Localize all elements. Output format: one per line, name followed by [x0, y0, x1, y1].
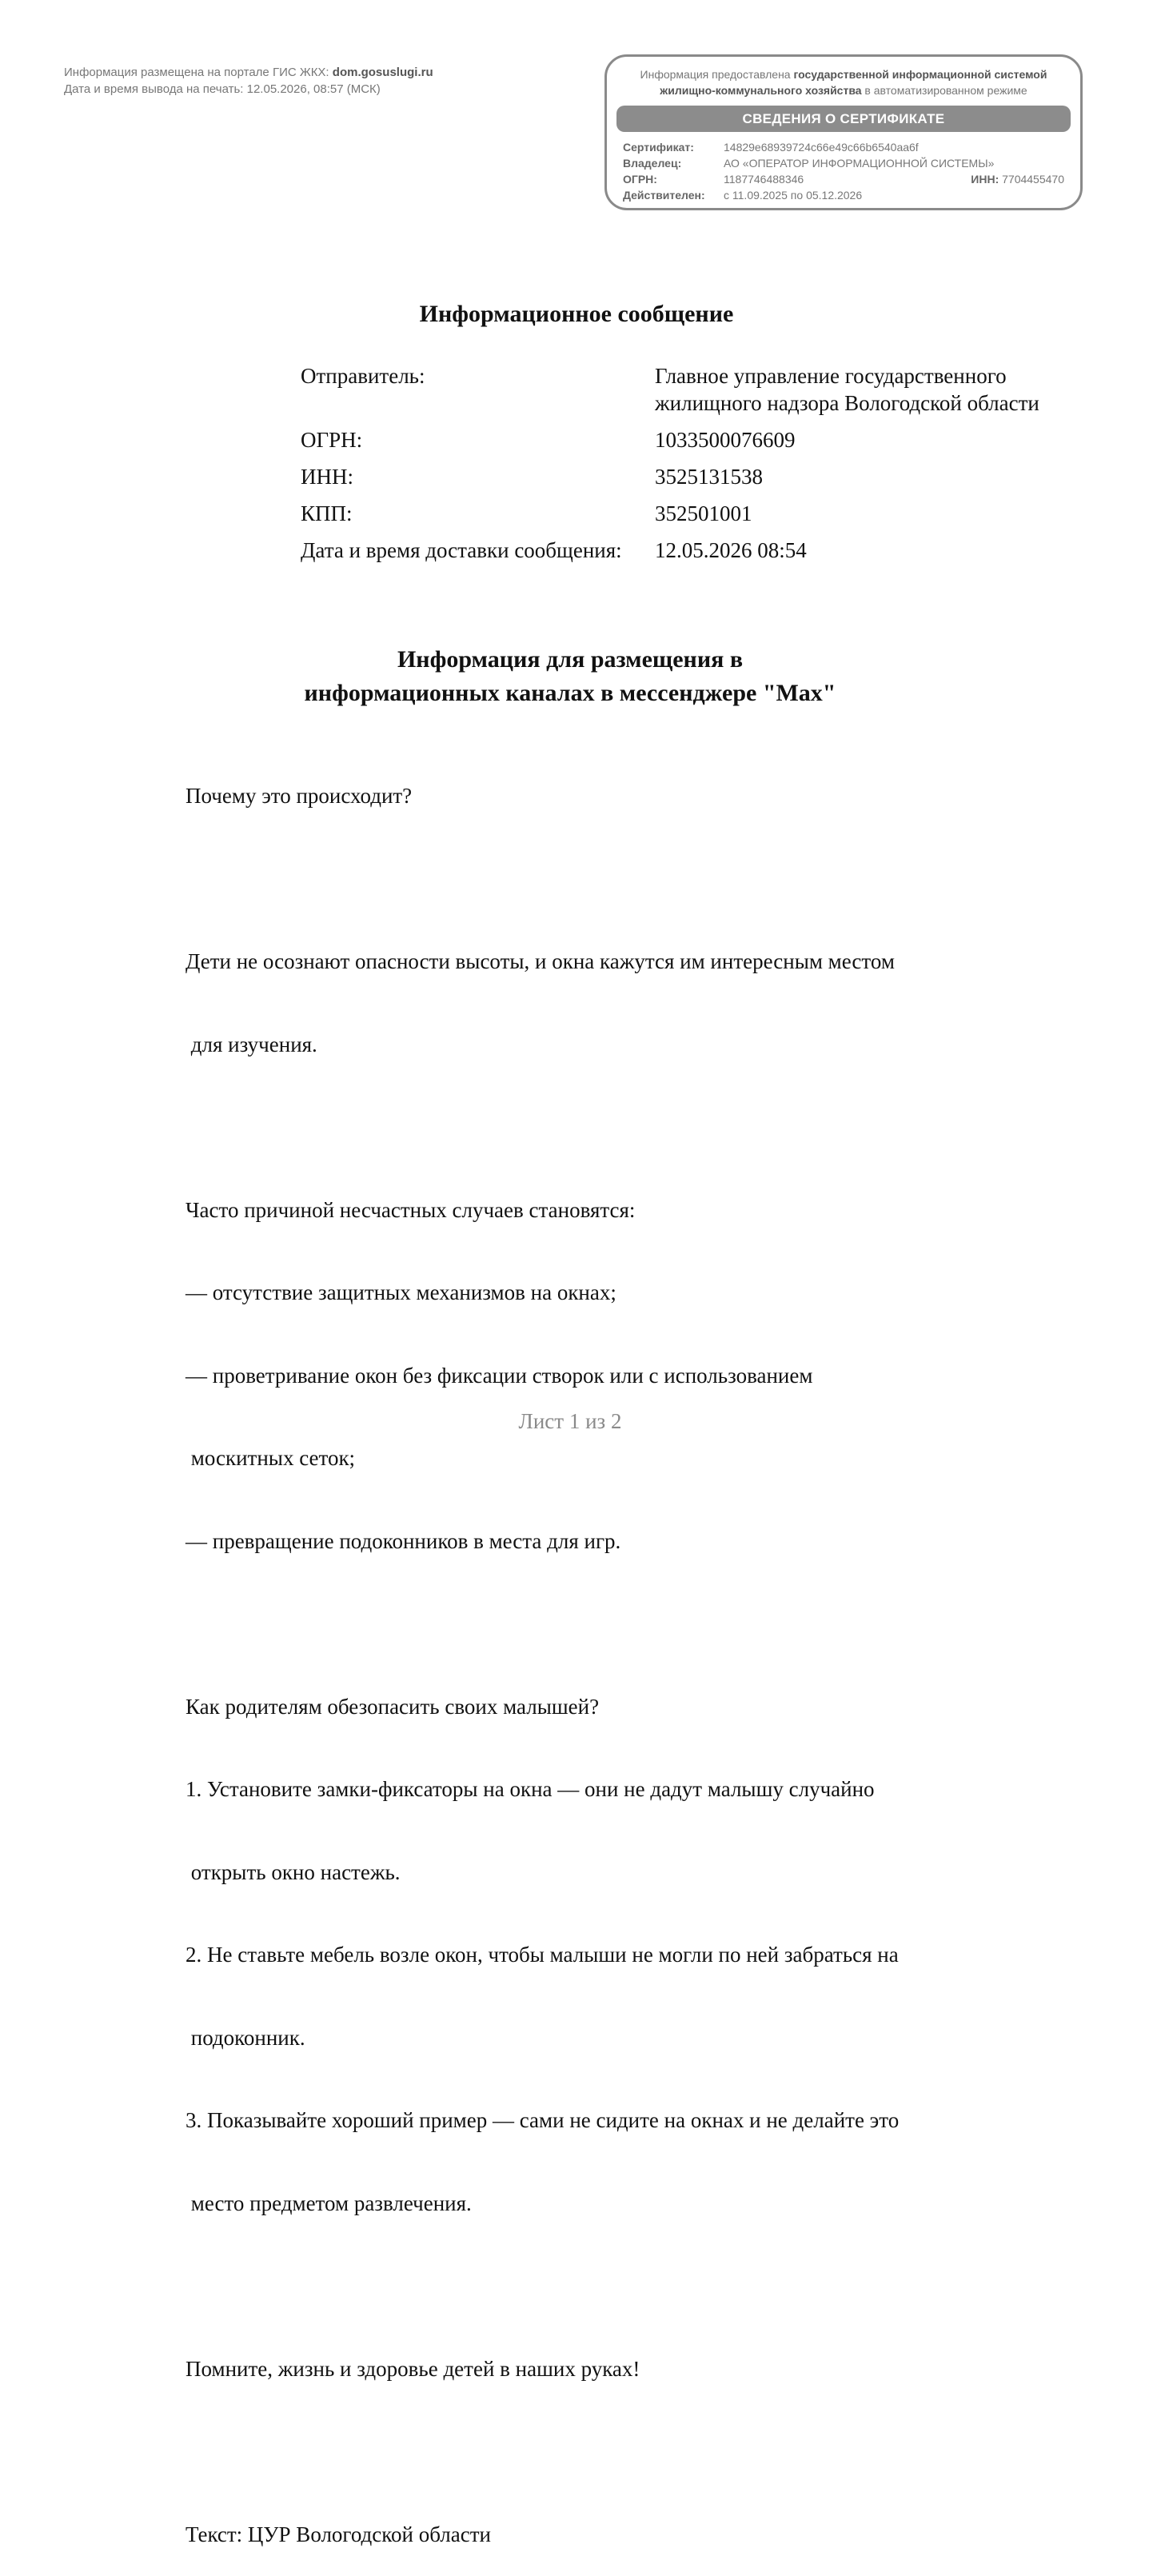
tip-item: 1. Установите замки-фиксаторы на окна — они не дадут малышу случайно	[186, 1777, 875, 1801]
portal-site: dom.gosuslugi.ru	[332, 66, 433, 79]
tip-item: открыть окно настежь.	[186, 1859, 401, 1884]
page-number: Лист 1 из 2	[518, 1409, 622, 1433]
message-body	[186, 727, 899, 2576]
stamp-inn: ИНН: 7704455470	[971, 173, 1064, 186]
info-row-kpp: КПП: 352501001	[301, 501, 752, 525]
paragraph-line: для изучения.	[186, 1032, 317, 1056]
tip-item: 3. Показывайте хороший пример — сами не сидите на окнах и не делайте это	[186, 2108, 900, 2132]
info-row-ogrn: ОГРН: 1033500076609	[301, 428, 796, 452]
stamp-details	[623, 139, 1064, 203]
portal-note	[64, 64, 433, 98]
stamp-row-ogrn: ОГРН: 1187746488346 ИНН: 7704455470	[623, 173, 1064, 186]
info-row-delivery: Дата и время доставки сообщения: 12.05.2026 08:54	[301, 538, 807, 562]
sender-info	[301, 362, 1055, 573]
tip-item: подоконник.	[186, 2025, 305, 2050]
cause-item: — превращение подоконников в места для игр.	[186, 1528, 621, 1553]
stamp-row-owner: Владелец: АО «ОПЕРАТОР ИНФОРМАЦИОННОЙ СИСТЕМЫ»	[623, 157, 995, 170]
document-title: Информационное сообщение	[419, 301, 734, 327]
author-line: Текст: ЦУР Вологодской области	[186, 2522, 491, 2546]
causes-intro: Часто причиной несчастных случаев становятся:	[186, 1197, 636, 1222]
info-row-inn: ИНН: 3525131538	[301, 465, 763, 489]
cause-item: — отсутствие защитных механизмов на окнах;	[186, 1280, 616, 1304]
paragraph-line: Дети не осознают опасности высоты, и окна кажутся им интересным местом	[186, 949, 895, 973]
cause-item: москитных сеток;	[186, 1446, 356, 1470]
tip-item: место предметом развлечения.	[186, 2191, 472, 2215]
info-row-sender: Отправитель: Главное управление государственного жилищного надзора Вологодской области	[301, 364, 1039, 415]
cause-item: — проветривание окон без фиксации створок или с использованием	[186, 1363, 813, 1388]
stamp-row-valid: Действителен: с 11.09.2025 по 05.12.2026	[623, 189, 863, 202]
section-heading: Информация для размещения в информационных каналах в мессенджере "Max"	[304, 646, 836, 706]
stamp-row-certificate: Сертификат: 14829e68939724c66e49c66b6540aa6f	[623, 141, 919, 154]
stamp-header: Информация предоставлена государственной информационной системой жилищно-коммунального хозяйства в автоматизированном режиме	[640, 68, 1047, 97]
portal-note-line1: Информация размещена на портале ГИС ЖКХ: dom.gosuslugi.ru	[64, 66, 433, 79]
tip-item: 2. Не ставьте мебель возле окон, чтобы малыши не могли по ней забраться на	[186, 1943, 899, 1967]
closing-line: Помните, жизнь и здоровье детей в наших руках!	[186, 2356, 640, 2381]
tips-intro: Как родителям обезопасить своих малышей?	[186, 1694, 600, 1719]
certificate-stamp	[604, 54, 1083, 210]
print-datetime: Дата и время вывода на печать: 12.05.2026, 08:57 (МСК)	[64, 82, 381, 96]
stamp-title-bar: СВЕДЕНИЯ О СЕРТИФИКАТЕ	[616, 106, 1071, 132]
question-line: Почему это происходит?	[186, 784, 413, 808]
